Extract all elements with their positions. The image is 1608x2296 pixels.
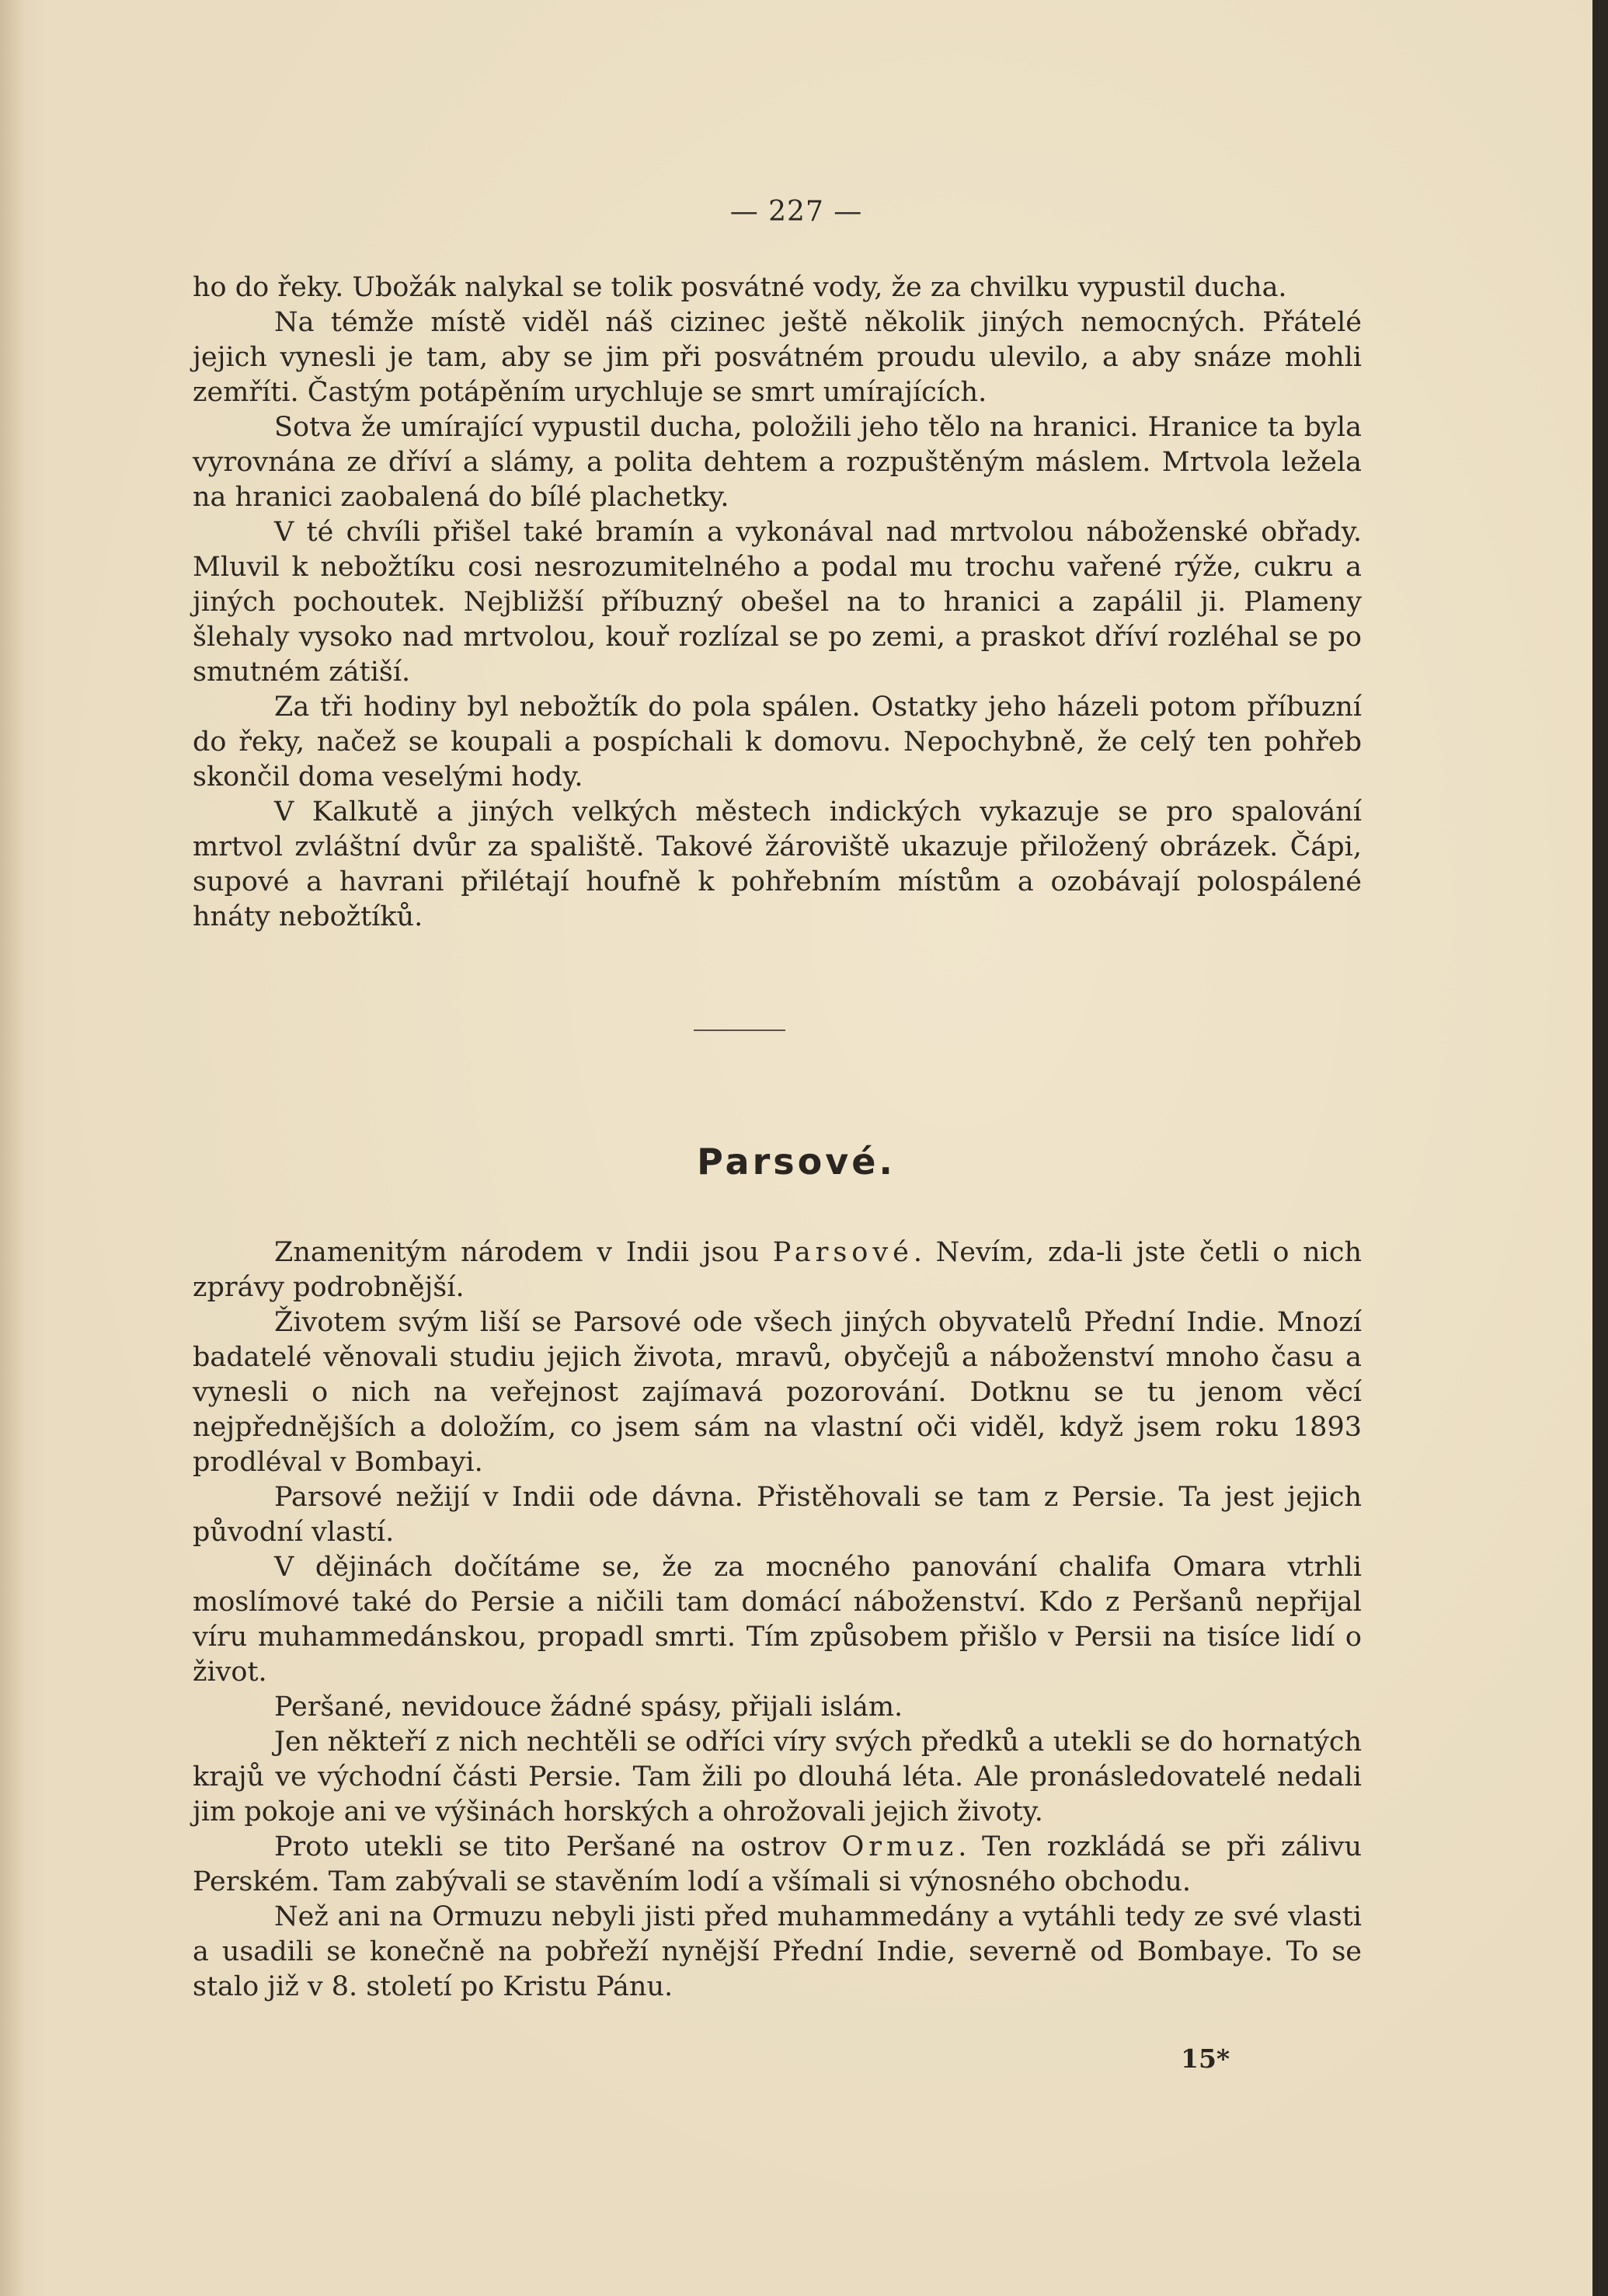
section-separator-rule — [694, 1030, 785, 1031]
paragraph: Sotva že umírající vypustil ducha, položili jeho tělo na hranici. Hranice ta byla vyrovnána ze dříví a slámy, a polita dehtem a rozpuštěným máslem. Mrtvola ležela na hranici zaobalená do bílé plachetky. — [193, 412, 1362, 513]
paragraph — [193, 1235, 1362, 1305]
paragraph: V dějinách dočítáme se, že za mocného panování chalifa Omara vtrhli moslímové také do Persie a ničili tam domácí náboženství. Kdo z Peršanů nepřijal víru muhammedánskou, propadl smrti. Tím způsobem přišlo v Persii na tisíce lidí o život. — [193, 1552, 1362, 1688]
text-run: . Ten rozkládá se při zálivu Perském. Tam zabývali se stavěním lodí a všímali si výnosného obchodu. — [193, 1831, 1362, 1897]
paragraph: Než ani na Ormuzu nebyli jisti před muhammedány a vytáhli tedy ze své vlasti a usadili se konečně na pobřeží nynější Přední Indie, severně od Bombaye. To se stalo již v 8. století po Kristu Pánu. — [193, 1901, 1362, 2002]
paragraph: Životem svým liší se Parsové ode všech jiných obyvatelů Přední Indie. Mnozí badatelé věnovali studiu jejich života, mravů, obyčejů a náboženství mnoho času a vynesli o nich na veřejnost zajímavá pozorování. Dotknu se tu jenom věcí nejpřednějších a doložím, co jsem sám na vlastní oči viděl, když jsem roku 1893 prodléval v Bombayi. — [193, 1307, 1362, 1478]
paragraph: ho do řeky. Ubožák nalykal se tolik posvátné vody, že za chvilku vypustil ducha. — [193, 272, 1287, 303]
section-text — [193, 1235, 1362, 2005]
emphasized-term: Ormuz — [841, 1831, 959, 1862]
text-run: Znamenitým národem v Indii jsou — [274, 1237, 773, 1268]
paragraph: V té chvíli přišel také bramín a vykonával nad mrtvolou náboženské obřady. Mluvil k nebožtíku cosi nesrozumitelného a podal mu trochu vařené rýže, cukru a jiných pochoutek. Nejbližší příbuzný obešel na to hranici a zapálil ji. Plameny šlehaly vysoko nad mrtvolou, kouř rozlízal se po zemi, a praskot dříví rozléhal se po smutném zátiší. — [193, 517, 1362, 688]
scan-background-edge — [1592, 0, 1608, 2296]
paragraph: V Kalkutě a jiných velkých městech indických vykazuje se pro spalování mrtvol zvláštní dvůr za spaliště. Takové žároviště ukazuje přiložený obrázek. Čápi, supové a havrani přilétají houfně k pohřebním místům a ozobávají polospálené hnáty nebožtíků. — [193, 796, 1362, 932]
continued-text — [193, 270, 1362, 935]
text-run: . Nevím, zda-li jste četli o nich zprávy podrobnější. — [193, 1237, 1363, 1303]
page-number: — 227 — — [729, 196, 863, 228]
paragraph — [193, 1830, 1362, 1900]
paragraph: Parsové nežijí v Indii ode dávna. Přistěhovali se tam z Persie. Ta jest jejich původní vlastí. — [193, 1482, 1362, 1548]
paragraph: Peršané, nevidouce žádné spásy, přijali islám. — [274, 1692, 903, 1723]
paragraph: Jen někteří z nich nechtěli se odříci víry svých předků a utekli se do hornatých krajů ve východní části Persie. Tam žili po dlouhá léta. Ale pronásledovatelé nedali jim pokoje ani ve výšinách horských a ohrožovali jejich životy. — [193, 1726, 1362, 1827]
emphasized-term: Parsové — [772, 1237, 914, 1268]
paragraph: Na témže místě viděl náš cizinec ještě několik jiných nemocných. Přátelé jejich vynesli je tam, aby se jim při posvátném proudu ulevilo, a aby snáze mohli zemříti. Častým potápěním urychluje se smrt umírajících. — [193, 307, 1362, 408]
signature-mark: 15* — [1181, 2043, 1230, 2074]
text-run: Proto utekli se tito Peršané na ostrov — [274, 1831, 842, 1862]
section-title: Parsové. — [697, 1141, 896, 1183]
paragraph: Za tři hodiny byl nebožtík do pola spálen. Ostatky jeho házeli potom příbuzní do řeky, načež se koupali a pospíchali k domovu. Nepochybně, že celý ten pohřeb skončil doma veselými hody. — [193, 692, 1362, 793]
